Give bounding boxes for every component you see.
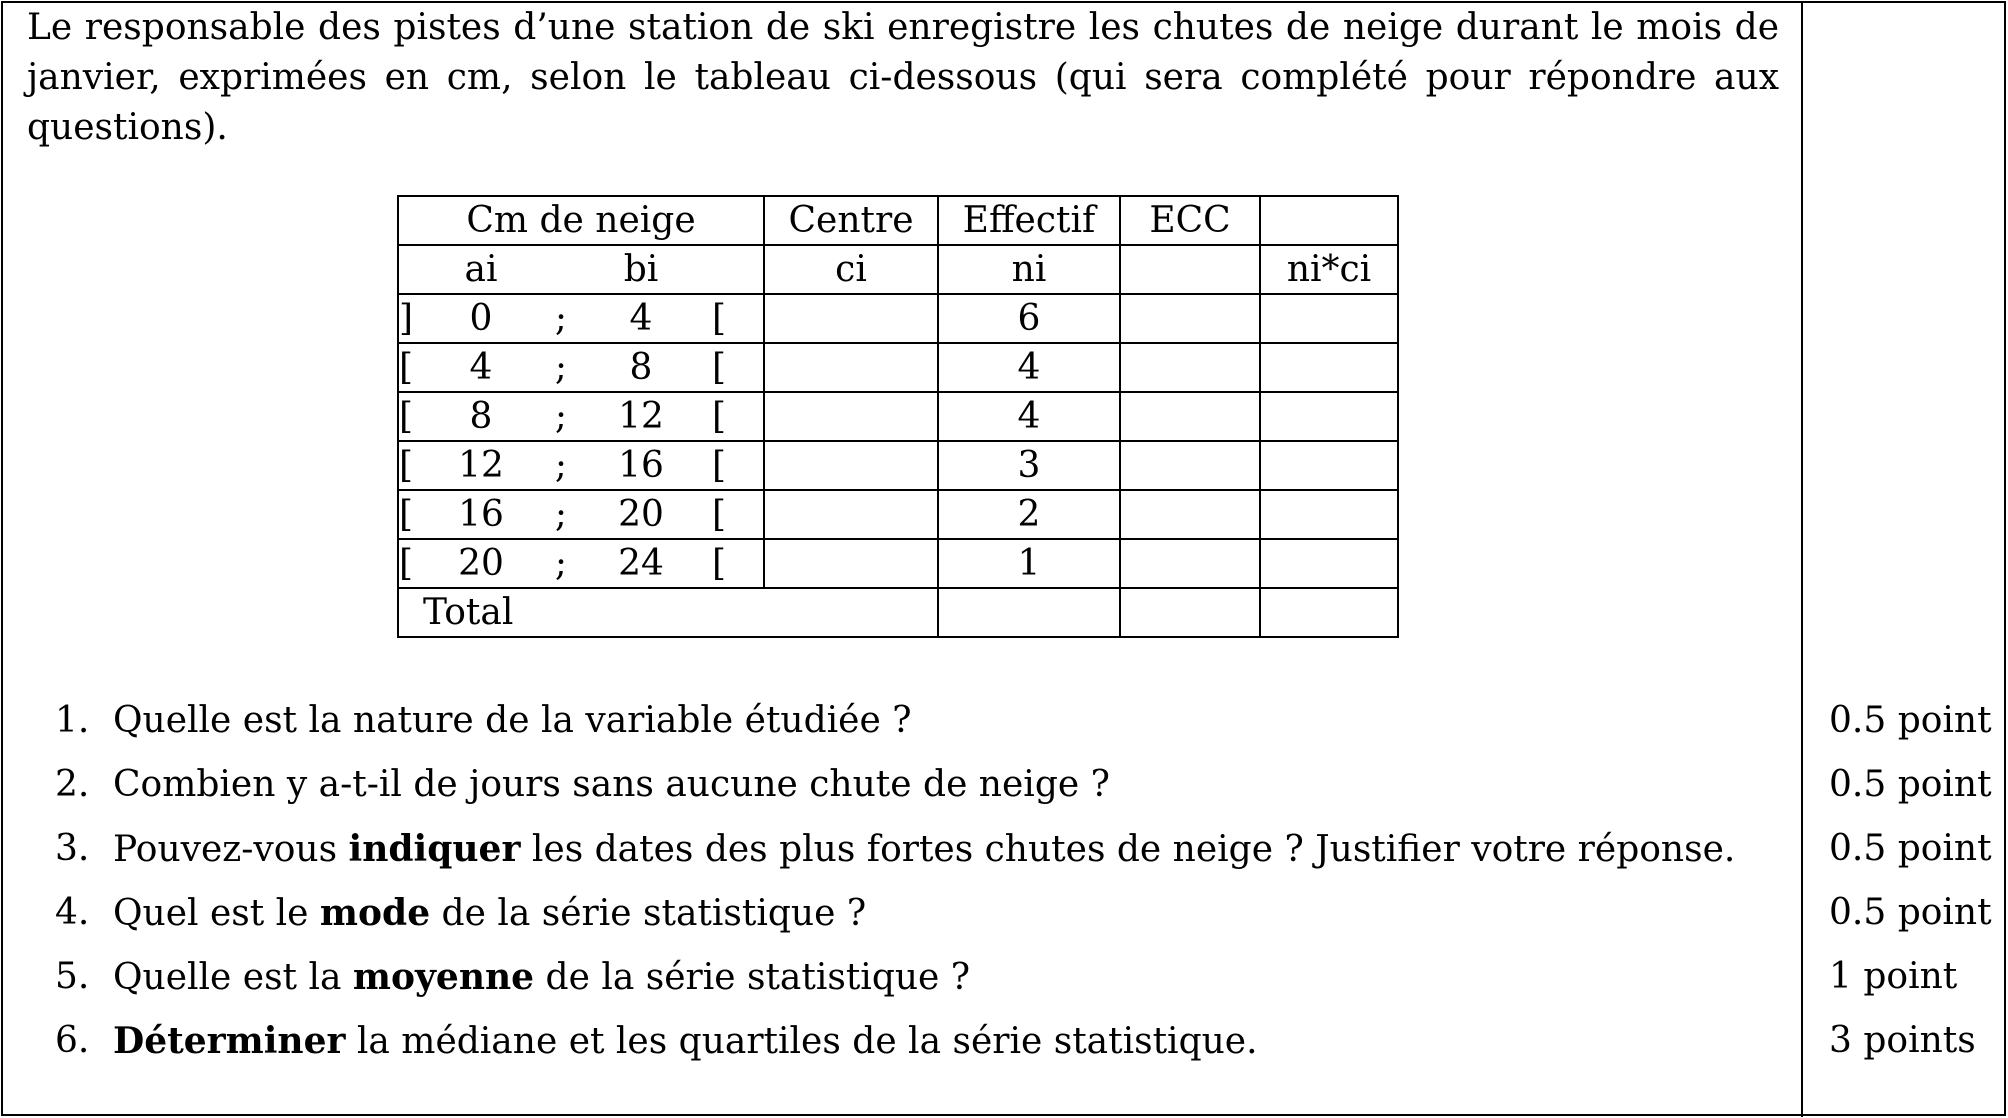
ecc-cell <box>1120 392 1260 441</box>
header-ni-ci: ni*ci <box>1260 245 1398 294</box>
header-ai-bi <box>398 245 764 294</box>
interval-separator: ; <box>554 395 568 437</box>
question-text <box>113 753 1110 817</box>
question-text-part: Pouvez-vous <box>113 829 349 870</box>
question-text-part: Quelle est la <box>113 957 353 998</box>
product-cell <box>1260 490 1398 539</box>
points-item: 1 point <box>1829 956 1958 997</box>
question-text <box>113 817 1735 881</box>
question-item <box>55 817 1795 881</box>
header-interval: Cm de neige <box>398 196 764 245</box>
ecc-cell <box>1120 539 1260 588</box>
table-row <box>398 294 1398 343</box>
interval-close-bracket: [ <box>711 297 727 339</box>
question-item <box>55 945 1795 1009</box>
interval-open-bracket: [ <box>399 444 414 486</box>
header-ai: ai <box>464 248 498 290</box>
points-item: 0.5 point <box>1829 892 1992 933</box>
product-cell <box>1260 343 1398 392</box>
question-text-part: indiquer <box>348 828 521 870</box>
question-item <box>55 881 1795 945</box>
ci-cell <box>764 539 938 588</box>
header-effectif: Effectif <box>938 196 1120 245</box>
question-item <box>55 1009 1795 1073</box>
question-text-part: de la série statistique ? <box>430 893 867 934</box>
interval-lower: 20 <box>458 542 504 584</box>
question-text <box>113 945 970 1009</box>
header-ecc-empty <box>1120 245 1260 294</box>
question-number: 5. <box>55 956 90 997</box>
interval-cell <box>398 294 764 343</box>
ci-cell <box>764 441 938 490</box>
table-row <box>398 343 1398 392</box>
header-prod-empty <box>1260 196 1398 245</box>
points-item: 0.5 point <box>1829 700 1992 741</box>
interval-cell <box>398 441 764 490</box>
interval-close-bracket: [ <box>711 444 727 486</box>
ci-cell <box>764 490 938 539</box>
interval-upper: 16 <box>618 444 664 486</box>
interval-upper: 20 <box>618 493 664 535</box>
total-ni-cell <box>938 588 1120 637</box>
table-row <box>398 441 1398 490</box>
ecc-cell <box>1120 490 1260 539</box>
exercise-frame <box>1 1 2006 1116</box>
question-text-part: Quelle est la nature de la variable étudiée ? <box>113 700 912 741</box>
total-product-cell <box>1260 588 1398 637</box>
interval-close-bracket: [ <box>711 542 727 584</box>
ecc-cell <box>1120 294 1260 343</box>
interval-close-bracket: [ <box>711 346 727 388</box>
interval-lower: 8 <box>469 395 493 437</box>
ci-cell <box>764 294 938 343</box>
ni-cell: 4 <box>938 392 1120 441</box>
question-number: 3. <box>55 828 90 869</box>
question-list <box>55 689 1795 1073</box>
interval-lower: 16 <box>458 493 504 535</box>
points-item: 3 points <box>1829 1020 1976 1061</box>
header-ni: ni <box>938 245 1120 294</box>
ci-cell <box>764 392 938 441</box>
table-row <box>398 392 1398 441</box>
ecc-cell <box>1120 441 1260 490</box>
question-item <box>55 753 1795 817</box>
interval-cell <box>398 343 764 392</box>
ci-cell <box>764 343 938 392</box>
question-text-part: la médiane et les quartiles de la série statistique. <box>345 1021 1258 1062</box>
interval-separator: ; <box>554 297 568 339</box>
question-text <box>113 881 866 945</box>
header-centre: Centre <box>764 196 938 245</box>
total-label: Total <box>398 588 938 637</box>
table-header-row-1 <box>398 196 1398 245</box>
question-text-part: de la série statistique ? <box>534 957 971 998</box>
intro-paragraph: Le responsable des pistes d’une station de ski enregistre les chutes de neige durant le mois de janvier, exprimées en cm, selon le tableau ci-dessous (qui sera complété pour répondre aux questions). <box>27 7 1779 148</box>
interval-cell <box>398 392 764 441</box>
interval-separator: ; <box>554 444 568 486</box>
question-text <box>113 689 912 753</box>
interval-cell <box>398 539 764 588</box>
table-header-row-2 <box>398 245 1398 294</box>
total-ecc-cell <box>1120 588 1260 637</box>
points-item: 0.5 point <box>1829 828 1992 869</box>
interval-open-bracket: [ <box>399 493 414 535</box>
ni-cell: 3 <box>938 441 1120 490</box>
interval-lower: 12 <box>458 444 504 486</box>
table-row <box>398 539 1398 588</box>
ecc-cell <box>1120 343 1260 392</box>
ni-cell: 6 <box>938 294 1120 343</box>
question-text-part: Quel est le <box>113 893 320 934</box>
ni-cell: 1 <box>938 539 1120 588</box>
header-ci: ci <box>764 245 938 294</box>
interval-separator: ; <box>554 346 568 388</box>
product-cell <box>1260 392 1398 441</box>
question-number: 4. <box>55 892 90 933</box>
interval-upper: 24 <box>618 542 664 584</box>
points-item: 0.5 point <box>1829 764 1992 805</box>
question-text-part: les dates des plus fortes chutes de neige ? Justifier votre réponse. <box>520 829 1736 870</box>
ni-cell: 4 <box>938 343 1120 392</box>
interval-upper: 8 <box>629 346 653 388</box>
product-cell <box>1260 539 1398 588</box>
interval-upper: 4 <box>629 297 653 339</box>
product-cell <box>1260 441 1398 490</box>
question-number: 2. <box>55 764 90 805</box>
interval-open-bracket: [ <box>399 395 414 437</box>
ni-cell: 2 <box>938 490 1120 539</box>
interval-close-bracket: [ <box>711 395 727 437</box>
interval-lower: 0 <box>469 297 493 339</box>
interval-open-bracket: ] <box>399 297 414 339</box>
interval-upper: 12 <box>618 395 664 437</box>
interval-cell <box>398 490 764 539</box>
question-text-part: Combien y a-t-il de jours sans aucune chute de neige ? <box>113 764 1110 805</box>
interval-open-bracket: [ <box>399 346 414 388</box>
snowfall-table <box>397 195 1399 638</box>
table-row <box>398 490 1398 539</box>
interval-open-bracket: [ <box>399 542 414 584</box>
question-text-part: mode <box>319 892 431 934</box>
interval-close-bracket: [ <box>711 493 727 535</box>
question-text-part: moyenne <box>352 956 535 998</box>
product-cell <box>1260 294 1398 343</box>
question-text-part: Déterminer <box>113 1020 346 1062</box>
interval-separator: ; <box>554 542 568 584</box>
question-number: 6. <box>55 1020 90 1061</box>
question-text <box>113 1009 1258 1073</box>
header-ecc: ECC <box>1120 196 1260 245</box>
points-column-divider <box>1801 3 1803 1117</box>
interval-separator: ; <box>554 493 568 535</box>
table-total-row <box>398 588 1398 637</box>
interval-lower: 4 <box>469 346 493 388</box>
points-list <box>1829 689 1992 1073</box>
header-bi: bi <box>623 248 659 290</box>
question-item <box>55 689 1795 753</box>
question-number: 1. <box>55 700 90 741</box>
